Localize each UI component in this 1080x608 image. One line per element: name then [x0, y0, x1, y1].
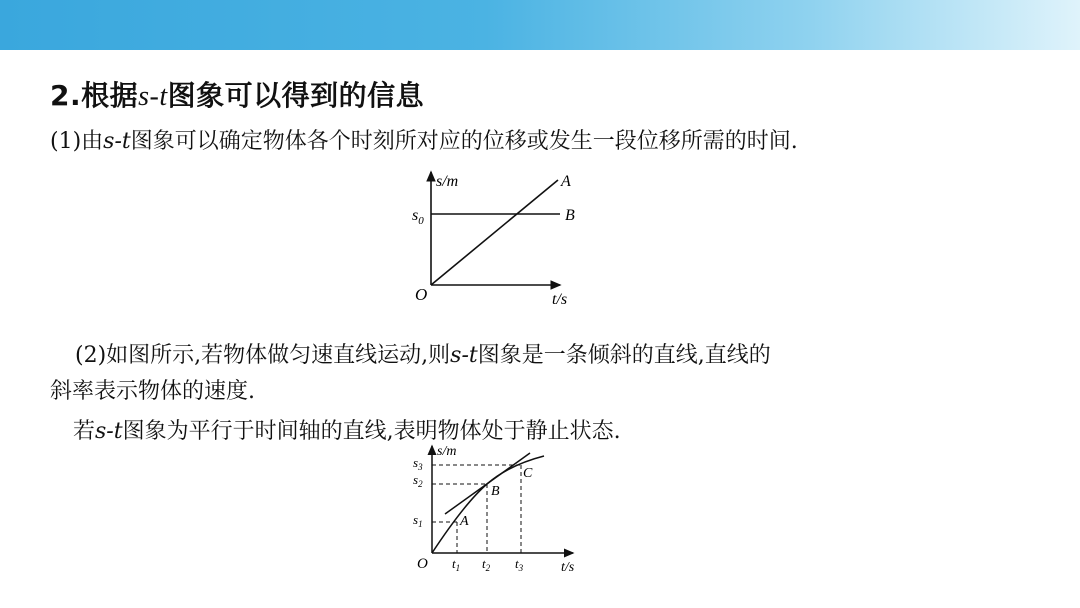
figure-2-st-graph: [405, 443, 595, 583]
line-a-label: A: [561, 173, 571, 190]
t2-label: $t_2$: [482, 556, 491, 573]
t1-label: $t_1$: [452, 556, 461, 573]
s2-label: $s_2$: [413, 472, 423, 489]
x-axis-label: t/s: [561, 560, 575, 575]
x-axis-label: t/s: [552, 291, 568, 308]
s1-label: $s_1$: [413, 512, 423, 529]
s3-label: $s_3$: [413, 455, 423, 472]
paragraph-2: (2)如图所示,若物体做匀速直线运动,则s-t图象是一条倾斜的直线,直线的: [75, 343, 771, 368]
paragraph-3: 斜率表示物体的速度.: [50, 379, 255, 404]
origin-label: O: [415, 285, 428, 304]
tangent-line: [445, 453, 530, 514]
point-c-label: C: [523, 466, 533, 481]
top-banner: [0, 0, 1080, 50]
figure-1-st-graph: [400, 168, 600, 308]
y-axis-label: s/m: [437, 444, 457, 459]
t3-label: $t_3$: [515, 556, 524, 573]
point-a-label: A: [460, 514, 469, 529]
y-axis-label: s/m: [436, 173, 459, 190]
paragraph-1: (1)由s-t图象可以确定物体各个时刻所对应的位移或发生一段位移所需的时间.: [50, 129, 798, 154]
paragraph-4: 若s-t图象为平行于时间轴的直线,表明物体处于静止状态.: [73, 419, 621, 444]
line-a: [431, 180, 558, 285]
point-b-label: B: [491, 484, 500, 499]
line-b-label: B: [565, 207, 575, 224]
origin-label: O: [417, 556, 428, 572]
s0-label: $s_0$: [412, 207, 424, 227]
section-heading: 2.根据s-t图象可以得到的信息: [50, 79, 425, 112]
